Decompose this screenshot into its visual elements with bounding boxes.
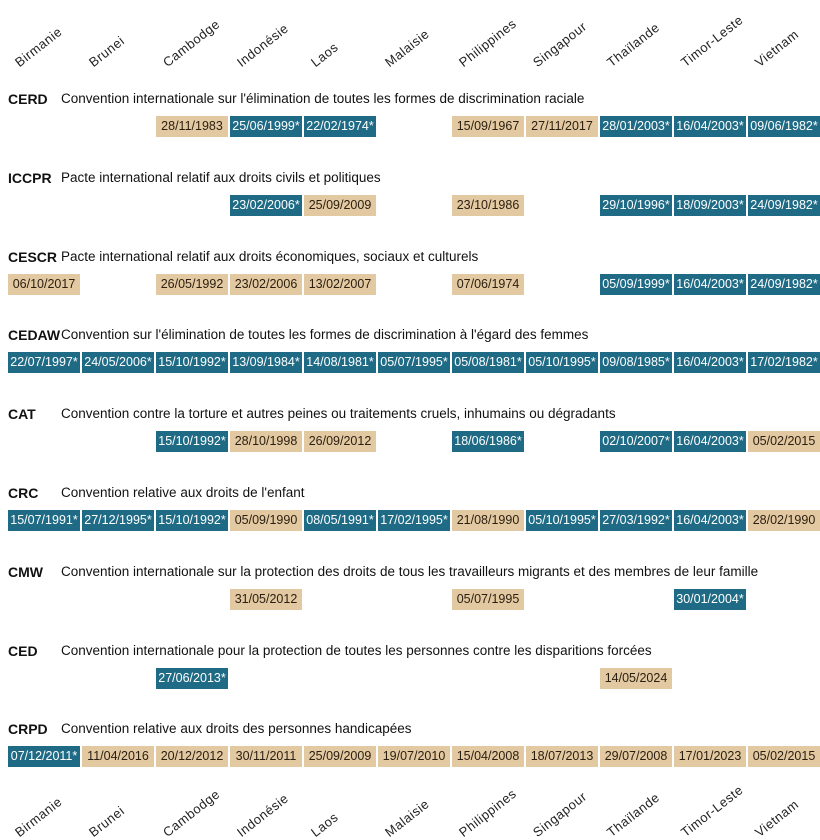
ratification-date-cell: 15/10/1992* [156,510,228,531]
ratification-date-cell: 24/05/2006* [82,352,154,373]
ratification-date-cell: 14/05/2024 [600,668,672,689]
convention-abbreviation: ICCPR [8,169,52,186]
ratification-date-cell: 18/09/2003* [674,195,746,216]
top-country-label: Philippines [456,15,520,70]
ratification-date-cell: 27/03/1992* [600,510,672,531]
ratification-date-cell: 16/04/2003* [674,352,746,373]
top-country-label: Brunei [86,33,128,70]
ratification-date-cell: 21/08/1990 [452,510,524,531]
ratification-date-cell: 27/11/2017 [526,116,598,137]
top-country-label: Indonésie [234,20,292,70]
ratification-date-cell: 31/05/2012 [230,589,302,610]
convention-title: Convention contre la torture et autres peines ou traitements cruels, inhumains ou dégradants [61,406,616,422]
top-country-label: Laos [308,39,342,70]
convention-title: Convention relative aux droits de l'enfant [61,485,305,500]
ratification-date-cell: 05/09/1990 [230,510,302,531]
convention-abbreviation: CAT [8,406,36,423]
ratification-date-cell: 27/06/2013* [156,668,228,689]
convention-title: Pacte international relatif aux droits civils et politiques [61,169,381,185]
ratification-date-cell: 30/01/2004* [674,589,746,610]
ratification-date-cell: 19/07/2010 [378,746,450,767]
bottom-country-label: Singapour [530,788,590,840]
bottom-country-label: Indonésie [234,790,292,840]
ratification-date-cell: 07/06/1974 [452,274,524,295]
top-country-label: Thaïlande [604,19,663,70]
ratification-date-cell: 08/05/1991* [304,510,376,531]
bottom-country-label: Vietnam [752,796,802,840]
ratification-date-cell: 05/02/2015 [748,431,820,452]
ratification-date-cell: 25/09/2009 [304,746,376,767]
top-country-label: Vietnam [752,26,802,70]
convention-abbreviation: CEDAW [8,327,61,344]
top-country-label: Malaisie [382,26,432,70]
ratification-date-cell: 05/08/1981* [452,352,524,373]
ratification-date-cell: 05/02/2015 [748,746,820,767]
convention-title: Convention internationale pour la protection de toutes les personnes contre les disparitions forcées [61,642,652,658]
ratification-date-cell: 28/10/1998 [230,431,302,452]
ratification-date-cell: 18/07/2013 [526,746,598,767]
bottom-country-label: Cambodge [160,786,223,840]
ratification-date-cell: 16/04/2003* [674,510,746,531]
ratification-date-cell: 17/02/1995* [378,510,450,531]
ratification-date-cell: 05/10/1995* [526,352,598,373]
convention-abbreviation: CERD [8,91,48,107]
ratification-date-cell: 13/02/2007 [304,274,376,295]
ratification-date-cell: 15/10/1992* [156,352,228,373]
ratification-date-cell: 15/09/1967 [452,116,524,137]
ratification-date-cell: 24/09/1982* [748,274,820,295]
ratification-date-cell: 15/04/2008 [452,746,524,767]
ratification-date-cell: 05/07/1995* [378,352,450,373]
convention-title: Convention relative aux droits des personnes handicapées [61,721,412,737]
ratification-date-cell: 22/02/1974* [304,116,376,137]
top-country-label: Cambodge [160,16,223,70]
ratification-date-cell: 16/04/2003* [674,431,746,452]
ratification-date-cell: 09/08/1985* [600,352,672,373]
bottom-country-label: Thaïlande [604,789,663,840]
ratification-date-cell: 05/07/1995 [452,589,524,610]
bottom-country-label: Birmanie [12,793,65,840]
ratification-date-cell: 24/09/1982* [748,195,820,216]
ratification-date-cell: 30/11/2011 [230,746,302,767]
ratification-date-cell: 02/10/2007* [600,431,672,452]
ratification-date-cell: 15/10/1992* [156,431,228,452]
convention-title: Convention internationale sur l'élimination de toutes les formes de discrimination raciale [61,91,585,106]
ratification-date-cell: 17/01/2023 [674,746,746,767]
ratification-date-cell: 16/04/2003* [674,116,746,137]
ratification-date-cell: 18/06/1986* [452,431,524,452]
ratification-date-cell: 16/04/2003* [674,274,746,295]
ratification-date-cell: 05/10/1995* [526,510,598,531]
convention-title: Pacte international relatif aux droits économiques, sociaux et culturels [61,248,479,264]
convention-abbreviation: CESCR [8,248,58,265]
ratification-date-cell: 28/01/2003* [600,116,672,137]
top-country-label: Timor-Leste [678,12,746,70]
ratification-date-cell: 25/06/1999* [230,116,302,137]
ratification-date-cell: 22/07/1997* [8,352,80,373]
ratification-date-cell: 15/07/1991* [8,510,80,531]
ratification-date-cell: 14/08/1981* [304,352,376,373]
ratification-date-cell: 29/07/2008 [600,746,672,767]
ratification-date-cell: 23/02/2006 [230,274,302,295]
bottom-country-label: Philippines [456,785,520,840]
convention-abbreviation: CRC [8,485,39,501]
ratification-date-cell: 26/05/1992 [156,274,228,295]
bottom-country-label: Timor-Leste [678,782,746,840]
convention-title: Convention internationale sur la protection des droits de tous les travailleurs migrants et des membres de leur famille [61,563,759,579]
ratification-date-cell: 25/09/2009 [304,195,376,216]
ratification-date-cell: 05/09/1999* [600,274,672,295]
ratification-date-cell: 13/09/1984* [230,352,302,373]
ratification-date-cell: 11/04/2016 [82,746,154,767]
convention-abbreviation: CMW [8,563,43,580]
ratification-date-cell: 26/09/2012 [304,431,376,452]
ratification-date-cell: 28/11/1983 [156,116,228,137]
convention-title: Convention sur l'élimination de toutes les formes de discrimination à l'égard des femmes [61,327,589,343]
convention-abbreviation: CRPD [8,721,48,738]
ratification-date-cell: 28/02/1990 [748,510,820,531]
top-country-label: Birmanie [12,23,65,70]
ratification-date-cell: 29/10/1996* [600,195,672,216]
ratification-date-cell: 06/10/2017 [8,274,80,295]
ratification-date-cell: 27/12/1995* [82,510,154,531]
top-country-label: Singapour [530,18,590,70]
ratification-date-cell: 23/02/2006* [230,195,302,216]
ratification-date-cell: 09/06/1982* [748,116,820,137]
ratification-date-cell: 07/12/2011* [8,746,80,767]
bottom-country-label: Brunei [86,803,128,840]
ratification-date-cell: 20/12/2012 [156,746,228,767]
bottom-country-label: Laos [308,809,342,840]
bottom-country-label: Malaisie [382,796,432,840]
ratification-date-cell: 17/02/1982* [748,352,820,373]
convention-abbreviation: CED [8,642,38,659]
ratification-date-cell: 23/10/1986 [452,195,524,216]
